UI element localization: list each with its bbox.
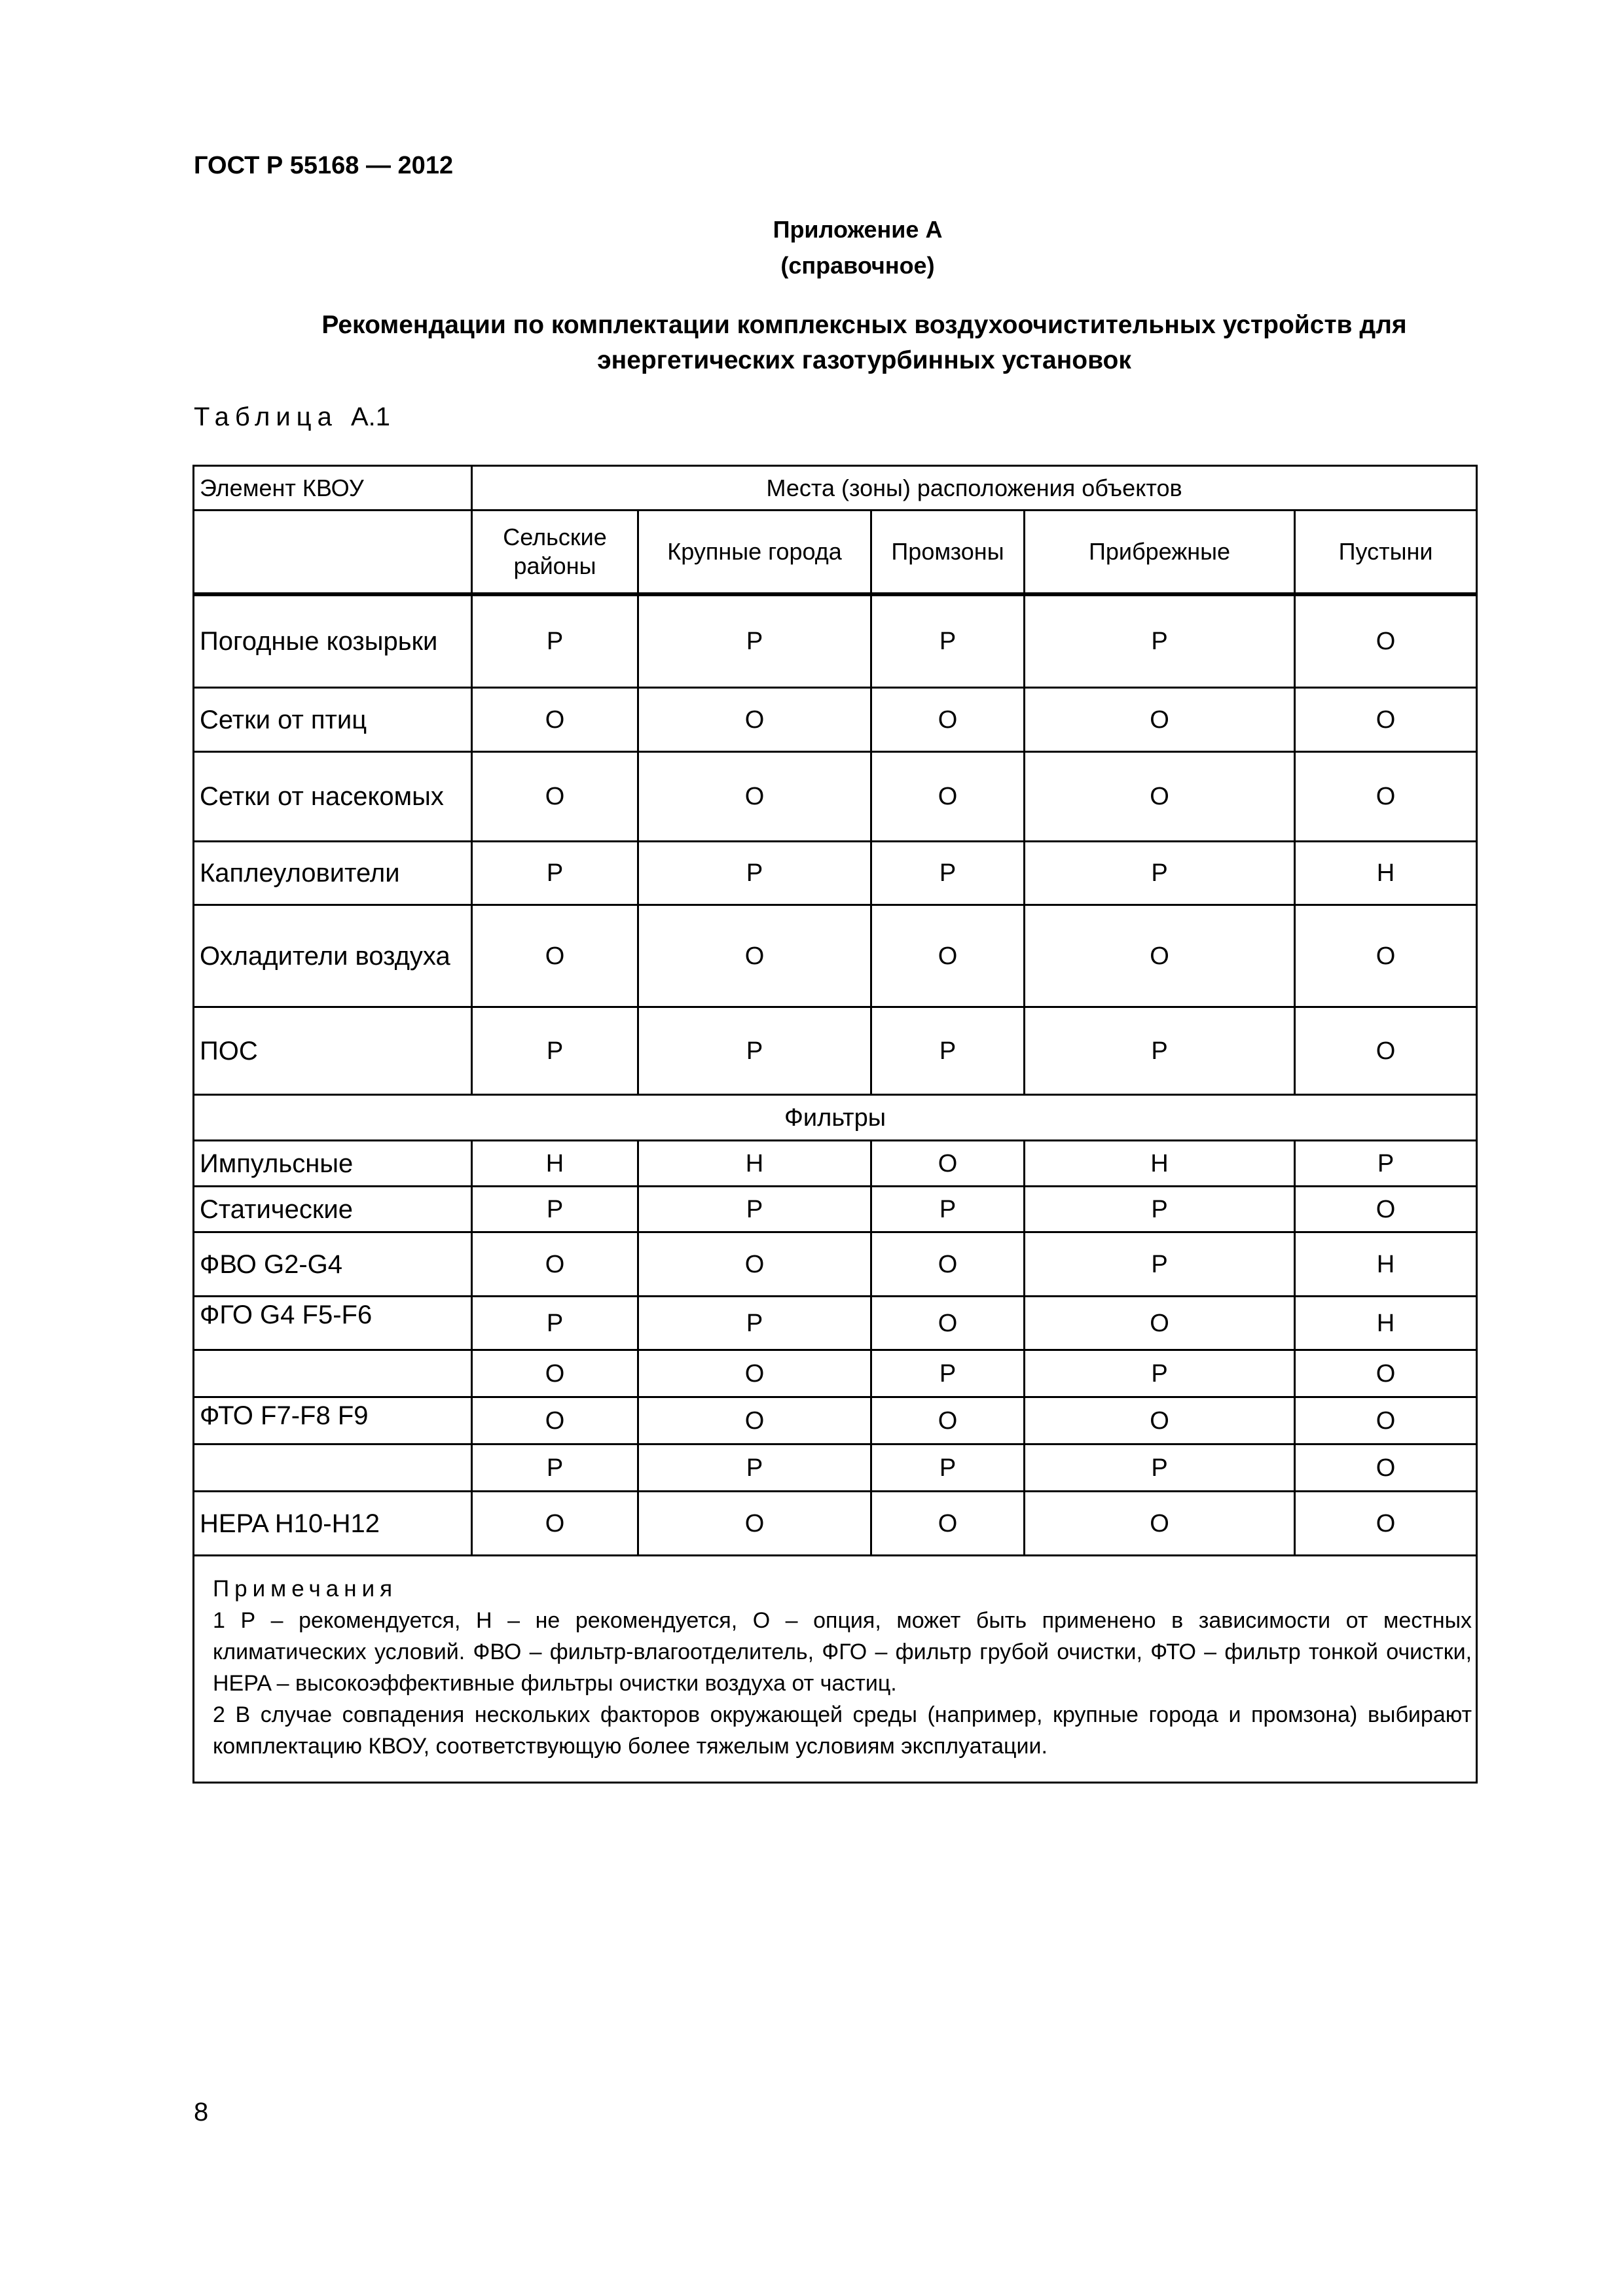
table-cell: Р: [472, 1007, 638, 1095]
table-row: [194, 1187, 1477, 1232]
table-row: [194, 1492, 1477, 1556]
table-cell: Р: [638, 1007, 871, 1095]
zone-header-cell: [1295, 511, 1477, 594]
table-cell: О: [472, 905, 638, 1007]
table-cell: О: [472, 688, 638, 752]
table-cell: Р: [638, 1444, 871, 1492]
table-cell: О: [1025, 1297, 1295, 1350]
zone-header-cell: [472, 511, 638, 594]
table-cell: Н: [1295, 1232, 1477, 1297]
element-name: ПОС: [194, 1007, 472, 1095]
table-row: [194, 905, 1477, 1007]
table-cell: О: [871, 752, 1025, 842]
appendix-label: Приложение А: [773, 216, 943, 243]
notes-heading: Примечания: [213, 1576, 398, 1602]
table-cell: О: [871, 1397, 1025, 1444]
empty-header-cell: [194, 511, 472, 594]
table-cell: О: [1295, 752, 1477, 842]
zone-header: Пустыни: [1338, 537, 1433, 565]
note-item: 1 Р – рекомендуется, Н – не рекомендуется, О – опция, может быть применено в зависимости от местных климатических условий. ФВО – фильтр-влагоотделитель, ФГО – фильтр грубой очистки, ФТО – фильтр тонкой очистки, HEPA – высокоэффективные фильтры очистки воздуха от частиц.: [213, 1608, 1472, 1696]
table-row: [194, 1444, 1477, 1492]
table-cell: Н: [472, 1141, 638, 1187]
table-cell: О: [638, 752, 871, 842]
element-name: Погодные козырьки: [194, 594, 472, 688]
zone-header: Прибрежные: [1088, 537, 1231, 565]
table-row: [194, 1141, 1477, 1187]
table-caption-word: Таблица: [194, 403, 338, 431]
table-cell: Р: [472, 594, 638, 688]
table-row: [194, 1007, 1477, 1095]
table-cell: О: [871, 1141, 1025, 1187]
element-name: [194, 1444, 472, 1492]
table-cell: Р: [871, 594, 1025, 688]
table-row: [194, 1397, 1477, 1444]
table-cell: Р: [472, 1187, 638, 1232]
appendix-title: Рекомендации по комплектации комплексных воздухоочистительных устройств для энергетических газотурбинных установок: [321, 311, 1407, 374]
table-cell: О: [1295, 688, 1477, 752]
table-row: [194, 1297, 1477, 1350]
table-cell: О: [1295, 1007, 1477, 1095]
table-cell: О: [871, 1232, 1025, 1297]
table-cell: О: [638, 905, 871, 1007]
table-cell: Р: [1025, 1350, 1295, 1397]
note-item: 2 В случае совпадения нескольких факторов окружающей среды (например, крупные города и промзона) выбирают комплектацию КВОУ, соответствующую более тяжелым условиям эксплуатации.: [213, 1702, 1472, 1759]
table-cell: О: [871, 1492, 1025, 1556]
element-name-cell: [194, 1297, 472, 1350]
table-cell: Р: [1025, 594, 1295, 688]
table-cell: О: [638, 1397, 871, 1444]
zone-header: Промзоны: [891, 537, 1004, 565]
table-cell: О: [638, 688, 871, 752]
table-cell: Р: [1025, 1007, 1295, 1095]
table-cell: Р: [871, 1187, 1025, 1232]
table-cell: О: [1025, 905, 1295, 1007]
zone-header-cell: [1025, 511, 1295, 594]
table-cell: Н: [638, 1141, 871, 1187]
table-cell: О: [871, 1297, 1025, 1350]
table-cell: О: [1295, 1397, 1477, 1444]
zone-header-cell: [871, 511, 1025, 594]
filters-section-header: Фильтры: [194, 1095, 1477, 1141]
page-number: 8: [194, 2098, 209, 2126]
table-cell: Р: [1295, 1141, 1477, 1187]
table-cell: О: [1295, 1444, 1477, 1492]
table-cell: Р: [472, 1297, 638, 1350]
element-name: Охладители воздуха: [194, 905, 472, 1007]
table-caption-number: А.1: [350, 403, 391, 431]
table-cell: Р: [638, 842, 871, 905]
element-name: Сетки от птиц: [194, 688, 472, 752]
table-row: [194, 752, 1477, 842]
table-cell: Н: [1295, 1297, 1477, 1350]
table-row: [194, 1232, 1477, 1297]
element-header: Элемент КВОУ: [200, 474, 364, 501]
appendix-type: (справочное): [780, 252, 935, 279]
zones-header: Места (зоны) расположения объектов: [766, 474, 1182, 501]
document-code: ГОСТ Р 55168 — 2012: [194, 152, 454, 179]
zone-header: Крупные города: [667, 537, 842, 565]
table-row: [194, 842, 1477, 905]
table-cell: Н: [1295, 842, 1477, 905]
table-cell: О: [1295, 1187, 1477, 1232]
table-cell: Р: [472, 842, 638, 905]
table-cell: О: [1025, 752, 1295, 842]
element-header-cell: [194, 466, 472, 511]
table-cell: О: [638, 1492, 871, 1556]
table-cell: Р: [1025, 1232, 1295, 1297]
table-cell: О: [1295, 1492, 1477, 1556]
element-name: Статические: [194, 1187, 472, 1232]
table-row: [194, 688, 1477, 752]
element-name: Сетки от насекомых: [194, 752, 472, 842]
element-name: Каплеуловители: [194, 842, 472, 905]
element-name: Импульсные: [194, 1141, 472, 1187]
table-cell: О: [871, 905, 1025, 1007]
table-cell: О: [638, 1350, 871, 1397]
table-cell: Р: [871, 1350, 1025, 1397]
table-cell: Р: [1025, 842, 1295, 905]
table-cell: О: [1025, 1397, 1295, 1444]
element-name: HEPA H10-H12: [194, 1492, 472, 1556]
table-cell: О: [472, 752, 638, 842]
element-name: ФВО G2-G4: [194, 1232, 472, 1297]
table-cell: О: [871, 688, 1025, 752]
element-name: [194, 1350, 472, 1397]
table-cell: О: [1295, 905, 1477, 1007]
element-name-cell: [194, 1397, 472, 1444]
table-cell: Р: [472, 1444, 638, 1492]
table-row: [194, 1350, 1477, 1397]
zone-header: Сельские районы: [503, 523, 607, 579]
table-cell: О: [472, 1397, 638, 1444]
element-name: ФГО G4 F5-F6: [200, 1300, 373, 1329]
table-cell: Р: [638, 1297, 871, 1350]
table-cell: О: [1295, 1350, 1477, 1397]
table-cell: Р: [638, 594, 871, 688]
recommendations-table: [192, 465, 1478, 1784]
element-name: ФТО F7-F8 F9: [200, 1401, 369, 1430]
table-cell: О: [1025, 688, 1295, 752]
notes-block: [194, 1556, 1477, 1783]
table-cell: Р: [871, 1444, 1025, 1492]
table-cell: О: [472, 1492, 638, 1556]
table-cell: О: [472, 1350, 638, 1397]
table-row: [194, 594, 1477, 688]
table-cell: Р: [638, 1187, 871, 1232]
table-cell: О: [1025, 1492, 1295, 1556]
zones-header-cell: [472, 466, 1477, 511]
zone-header-cell: [638, 511, 871, 594]
table-cell: Р: [1025, 1187, 1295, 1232]
table-cell: Р: [871, 1007, 1025, 1095]
table-cell: Р: [1025, 1444, 1295, 1492]
table-cell: О: [1295, 594, 1477, 688]
table-cell: Р: [871, 842, 1025, 905]
table-cell: О: [472, 1232, 638, 1297]
table-caption: [194, 403, 390, 432]
table-cell: Н: [1025, 1141, 1295, 1187]
table-cell: О: [638, 1232, 871, 1297]
